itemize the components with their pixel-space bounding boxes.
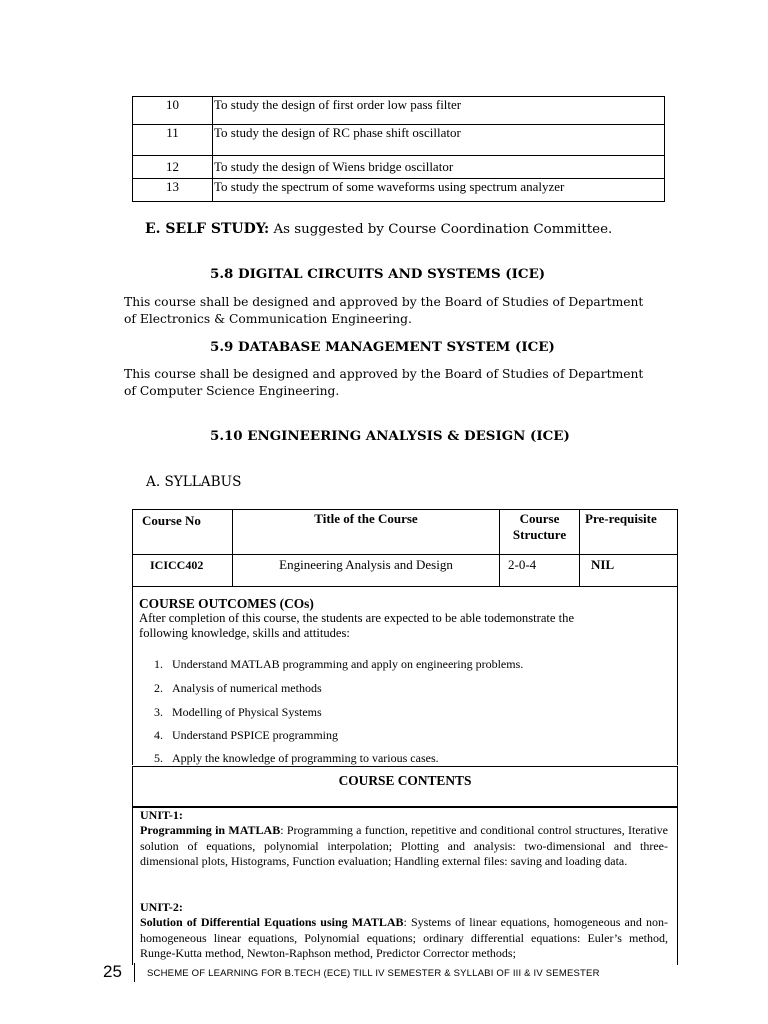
self-study-text: As suggested by Course Coordination Committee. xyxy=(273,222,613,237)
outcome-item: 3. Modelling of Physical Systems xyxy=(154,705,322,719)
section-5-9-paragraph xyxy=(124,366,643,400)
table-header-row xyxy=(133,510,678,555)
outcome-item: 2. Analysis of numerical methods xyxy=(154,681,322,695)
experiment-title: To study the design of RC phase shift oscillator xyxy=(213,125,665,156)
section-5-8-paragraph xyxy=(124,294,643,328)
unit-2-title: Solution of Differential Equations using MATLAB xyxy=(140,915,404,930)
outcome-text: Analysis of numerical methods xyxy=(172,681,322,695)
header-structure-line: Structure xyxy=(512,527,567,542)
unit-2 xyxy=(140,900,668,961)
course-title-cell: Engineering Analysis and Design xyxy=(233,555,500,587)
section-heading-5-8: 5.8 DIGITAL CIRCUITS AND SYSTEMS (ICE) xyxy=(210,266,546,282)
outcome-text: Understand MATLAB programming and apply on engineering problems. xyxy=(172,657,524,671)
course-table xyxy=(132,509,678,587)
experiment-number: 13 xyxy=(133,179,213,202)
experiment-title: To study the spectrum of some waveforms using spectrum analyzer xyxy=(213,179,665,202)
unit-1-text: : Programming a function, repetitive and conditional control structures, Iterative solution of equations, polynomial interpolation; Plotting and analysis: two-dimensional and three-dimensional plots, Histograms, Function evaluation; Handling external files: saving and loading data. xyxy=(140,823,668,868)
experiment-number: 12 xyxy=(133,156,213,179)
table-row xyxy=(133,555,678,587)
header-title: Title of the Course xyxy=(233,510,500,555)
outcomes-heading: COURSE OUTCOMES (COs) xyxy=(139,596,314,611)
footer-divider xyxy=(134,963,135,982)
unit-1-label: UNIT-1: xyxy=(140,808,183,822)
outcome-text: Apply the knowledge of programming to various cases. xyxy=(172,751,439,765)
table-row xyxy=(133,97,665,125)
experiment-title: To study the design of first order low pass filter xyxy=(213,97,665,125)
unit-2-text: : Systems of linear equations, homogeneous and non-homogeneous linear equations, Polynomial equations; ordinary differential equations: Euler’s method, Runge-Kutta method, Newton-Raphson method, Predictor Corrector methods; xyxy=(140,915,668,960)
experiment-number: 10 xyxy=(133,97,213,125)
outcomes-intro-line: following knowledge, skills and attitudes: xyxy=(139,626,350,640)
outcomes-intro xyxy=(139,611,574,641)
paragraph-line: This course shall be designed and approved by the Board of Studies of Department xyxy=(124,367,644,381)
experiment-title: To study the design of Wiens bridge oscillator xyxy=(213,156,665,179)
header-structure-line: Course xyxy=(519,511,560,526)
lab-experiments-table xyxy=(132,96,665,202)
unit-2-label: UNIT-2: xyxy=(140,900,183,914)
header-course-no: Course No xyxy=(133,510,233,555)
section-heading-5-9: 5.9 DATABASE MANAGEMENT SYSTEM (ICE) xyxy=(210,339,555,355)
page-number: 25 xyxy=(103,962,122,981)
unit-1-title: Programming in MATLAB xyxy=(140,823,281,838)
unit-2-body xyxy=(140,915,668,961)
table-row xyxy=(133,125,665,156)
course-prereq-cell: NIL xyxy=(580,555,678,587)
course-structure-cell: 2-0-4 xyxy=(500,555,580,587)
unit-1-body xyxy=(140,823,668,869)
outcome-item: 1. Understand MATLAB programming and apply on engineering problems. xyxy=(154,657,524,671)
experiment-number: 11 xyxy=(133,125,213,156)
self-study-line xyxy=(145,221,612,237)
table-row xyxy=(133,156,665,179)
course-no-cell: ICICC402 xyxy=(133,555,233,587)
paragraph-line: This course shall be designed and approved by the Board of Studies of Department xyxy=(124,295,644,309)
course-contents-heading: COURSE CONTENTS xyxy=(338,773,472,788)
unit-1 xyxy=(140,808,668,869)
outcome-item: 4. Understand PSPICE programming xyxy=(154,728,338,742)
header-structure xyxy=(500,510,580,555)
paragraph-line: of Computer Science Engineering. xyxy=(124,384,340,398)
table-row xyxy=(133,179,665,202)
header-prereq: Pre-requisite xyxy=(580,510,678,555)
outcomes-intro-line: After completion of this course, the students are expected to be able todemonstrate the xyxy=(139,611,575,625)
outcome-text: Modelling of Physical Systems xyxy=(172,705,322,719)
footer-text: SCHEME OF LEARNING FOR B.TECH (ECE) TILL IV SEMESTER & SYLLABI OF III & IV SEMESTER xyxy=(147,968,600,979)
outcome-item: 5. Apply the knowledge of programming to various cases. xyxy=(154,751,439,765)
section-heading-5-10: 5.10 ENGINEERING ANALYSIS & DESIGN (ICE) xyxy=(210,428,570,444)
outcome-text: Understand PSPICE programming xyxy=(172,728,338,742)
self-study-label: E. SELF STUDY: xyxy=(145,221,270,237)
syllabus-heading: A. SYLLABUS xyxy=(146,474,242,490)
paragraph-line: of Electronics & Communication Engineering. xyxy=(124,312,412,326)
